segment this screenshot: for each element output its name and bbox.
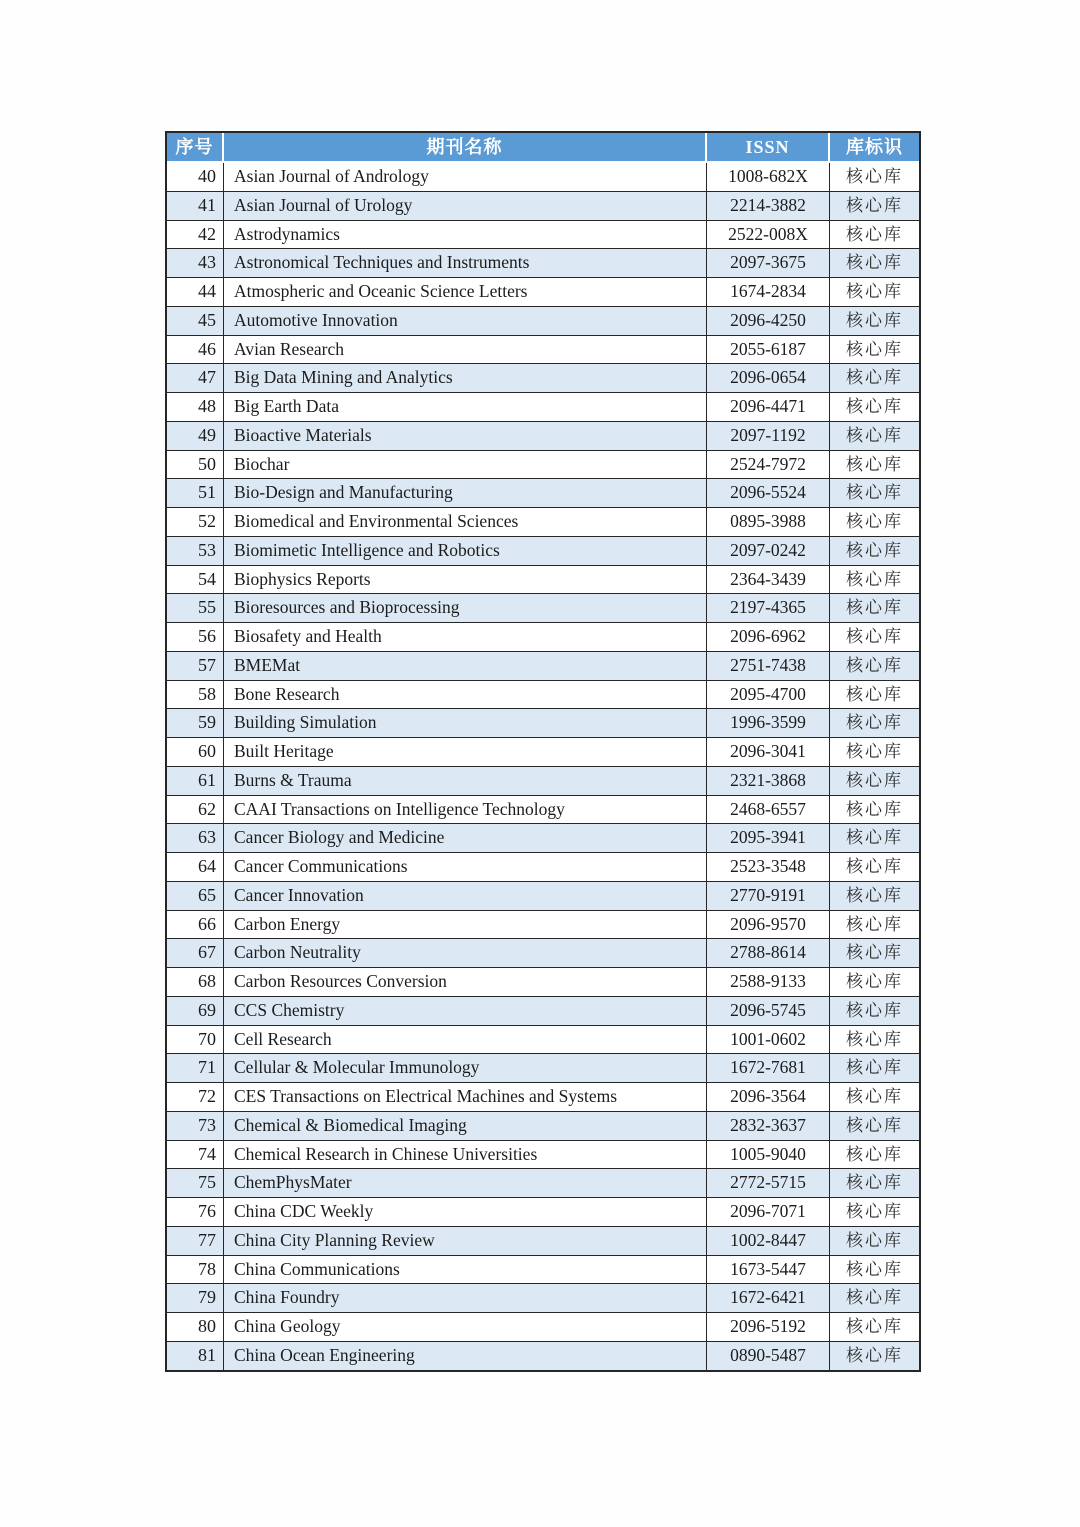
journal-name: China Foundry xyxy=(224,1284,707,1313)
row-number: 63 xyxy=(167,824,224,853)
library-tag: 核心库 xyxy=(830,1256,919,1285)
row-number: 49 xyxy=(167,422,224,451)
row-number: 47 xyxy=(167,364,224,393)
journal-name: Cancer Biology and Medicine xyxy=(224,824,707,853)
issn-value: 2096-0654 xyxy=(707,364,830,393)
issn-value: 2095-4700 xyxy=(707,681,830,710)
table-row xyxy=(167,221,919,250)
issn-value: 2096-5192 xyxy=(707,1313,830,1342)
journal-name: Biomimetic Intelligence and Robotics xyxy=(224,537,707,566)
issn-value: 2588-9133 xyxy=(707,968,830,997)
table-row xyxy=(167,853,919,882)
library-tag: 核心库 xyxy=(830,1342,919,1370)
journal-name: Cell Research xyxy=(224,1026,707,1055)
row-number: 40 xyxy=(167,163,224,192)
row-number: 59 xyxy=(167,709,224,738)
library-tag: 核心库 xyxy=(830,364,919,393)
row-number: 71 xyxy=(167,1054,224,1083)
library-tag: 核心库 xyxy=(830,1083,919,1112)
library-tag: 核心库 xyxy=(830,1284,919,1313)
table-row xyxy=(167,1083,919,1112)
row-number: 44 xyxy=(167,278,224,307)
journal-name: Bio-Design and Manufacturing xyxy=(224,479,707,508)
table-row xyxy=(167,767,919,796)
row-number: 55 xyxy=(167,594,224,623)
row-number: 73 xyxy=(167,1112,224,1141)
journal-name: Chemical & Biomedical Imaging xyxy=(224,1112,707,1141)
table-row xyxy=(167,422,919,451)
table-row xyxy=(167,537,919,566)
row-number: 67 xyxy=(167,939,224,968)
table-row xyxy=(167,1284,919,1313)
library-tag: 核心库 xyxy=(830,709,919,738)
row-number: 51 xyxy=(167,479,224,508)
issn-value: 1001-0602 xyxy=(707,1026,830,1055)
library-tag: 核心库 xyxy=(830,767,919,796)
issn-value: 1673-5447 xyxy=(707,1256,830,1285)
journal-name: Automotive Innovation xyxy=(224,307,707,336)
journal-name: CAAI Transactions on Intelligence Technology xyxy=(224,796,707,825)
issn-value: 2772-5715 xyxy=(707,1169,830,1198)
row-number: 78 xyxy=(167,1256,224,1285)
library-tag: 核心库 xyxy=(830,221,919,250)
journal-name: Bioresources and Bioprocessing xyxy=(224,594,707,623)
library-tag: 核心库 xyxy=(830,594,919,623)
library-tag: 核心库 xyxy=(830,1169,919,1198)
issn-value: 2096-5745 xyxy=(707,997,830,1026)
issn-value: 2096-4471 xyxy=(707,393,830,422)
table-row xyxy=(167,968,919,997)
table-row xyxy=(167,566,919,595)
table-row xyxy=(167,1227,919,1256)
journal-name: Burns & Trauma xyxy=(224,767,707,796)
issn-value: 2096-4250 xyxy=(707,307,830,336)
table-row xyxy=(167,997,919,1026)
journal-name: CCS Chemistry xyxy=(224,997,707,1026)
journal-name: Building Simulation xyxy=(224,709,707,738)
library-tag: 核心库 xyxy=(830,968,919,997)
library-tag: 核心库 xyxy=(830,997,919,1026)
issn-value: 2197-4365 xyxy=(707,594,830,623)
row-number: 45 xyxy=(167,307,224,336)
journal-name: Biophysics Reports xyxy=(224,566,707,595)
journal-name: Carbon Energy xyxy=(224,911,707,940)
row-number: 58 xyxy=(167,681,224,710)
library-tag: 核心库 xyxy=(830,1054,919,1083)
row-number: 68 xyxy=(167,968,224,997)
row-number: 81 xyxy=(167,1342,224,1370)
header-journal-name: 期刊名称 xyxy=(224,133,707,163)
library-tag: 核心库 xyxy=(830,336,919,365)
table-row xyxy=(167,1112,919,1141)
journal-name: Avian Research xyxy=(224,336,707,365)
library-tag: 核心库 xyxy=(830,393,919,422)
library-tag: 核心库 xyxy=(830,566,919,595)
table-row xyxy=(167,1342,919,1370)
issn-value: 2522-008X xyxy=(707,221,830,250)
table-row xyxy=(167,1256,919,1285)
journal-name: Biosafety and Health xyxy=(224,623,707,652)
journal-name: Asian Journal of Andrology xyxy=(224,163,707,192)
library-tag: 核心库 xyxy=(830,623,919,652)
library-tag: 核心库 xyxy=(830,1026,919,1055)
row-number: 64 xyxy=(167,853,224,882)
issn-value: 2788-8614 xyxy=(707,939,830,968)
library-tag: 核心库 xyxy=(830,911,919,940)
row-number: 80 xyxy=(167,1313,224,1342)
journal-name: CES Transactions on Electrical Machines and Systems xyxy=(224,1083,707,1112)
row-number: 56 xyxy=(167,623,224,652)
issn-value: 1672-6421 xyxy=(707,1284,830,1313)
library-tag: 核心库 xyxy=(830,192,919,221)
library-tag: 核心库 xyxy=(830,451,919,480)
row-number: 43 xyxy=(167,249,224,278)
row-number: 65 xyxy=(167,882,224,911)
table-row xyxy=(167,249,919,278)
row-number: 57 xyxy=(167,652,224,681)
journal-name: ChemPhysMater xyxy=(224,1169,707,1198)
journal-name: Biochar xyxy=(224,451,707,480)
journal-name: Asian Journal of Urology xyxy=(224,192,707,221)
table-row xyxy=(167,1169,919,1198)
issn-value: 2523-3548 xyxy=(707,853,830,882)
issn-value: 2214-3882 xyxy=(707,192,830,221)
journal-name: China Communications xyxy=(224,1256,707,1285)
journal-name: Cancer Innovation xyxy=(224,882,707,911)
table-row xyxy=(167,681,919,710)
table-row xyxy=(167,278,919,307)
journal-name: Astrodynamics xyxy=(224,221,707,250)
library-tag: 核心库 xyxy=(830,1313,919,1342)
row-number: 48 xyxy=(167,393,224,422)
issn-value: 2097-1192 xyxy=(707,422,830,451)
journal-name: Carbon Resources Conversion xyxy=(224,968,707,997)
row-number: 69 xyxy=(167,997,224,1026)
issn-value: 1002-8447 xyxy=(707,1227,830,1256)
journal-name: China Geology xyxy=(224,1313,707,1342)
row-number: 61 xyxy=(167,767,224,796)
table-row xyxy=(167,1198,919,1227)
issn-value: 0890-5487 xyxy=(707,1342,830,1370)
issn-value: 0895-3988 xyxy=(707,508,830,537)
library-tag: 核心库 xyxy=(830,537,919,566)
issn-value: 2055-6187 xyxy=(707,336,830,365)
row-number: 53 xyxy=(167,537,224,566)
library-tag: 核心库 xyxy=(830,796,919,825)
library-tag: 核心库 xyxy=(830,681,919,710)
issn-value: 2096-6962 xyxy=(707,623,830,652)
journal-name: Built Heritage xyxy=(224,738,707,767)
journal-name: Big Earth Data xyxy=(224,393,707,422)
library-tag: 核心库 xyxy=(830,1227,919,1256)
issn-value: 1008-682X xyxy=(707,163,830,192)
table-header xyxy=(167,133,919,163)
table-row xyxy=(167,307,919,336)
table-row xyxy=(167,1313,919,1342)
journal-name: Chemical Research in Chinese Universities xyxy=(224,1141,707,1170)
table-row xyxy=(167,451,919,480)
journal-name: China CDC Weekly xyxy=(224,1198,707,1227)
issn-value: 2468-6557 xyxy=(707,796,830,825)
journal-name: China City Planning Review xyxy=(224,1227,707,1256)
table-row xyxy=(167,796,919,825)
library-tag: 核心库 xyxy=(830,1198,919,1227)
table-row xyxy=(167,508,919,537)
table-row xyxy=(167,623,919,652)
library-tag: 核心库 xyxy=(830,278,919,307)
row-number: 52 xyxy=(167,508,224,537)
table-row xyxy=(167,709,919,738)
issn-value: 2097-0242 xyxy=(707,537,830,566)
row-number: 50 xyxy=(167,451,224,480)
issn-value: 2321-3868 xyxy=(707,767,830,796)
library-tag: 核心库 xyxy=(830,738,919,767)
table-row xyxy=(167,738,919,767)
library-tag: 核心库 xyxy=(830,249,919,278)
issn-value: 1996-3599 xyxy=(707,709,830,738)
journal-name: Cellular & Molecular Immunology xyxy=(224,1054,707,1083)
row-number: 79 xyxy=(167,1284,224,1313)
table-row xyxy=(167,1026,919,1055)
row-number: 66 xyxy=(167,911,224,940)
row-number: 70 xyxy=(167,1026,224,1055)
row-number: 62 xyxy=(167,796,224,825)
issn-value: 2832-3637 xyxy=(707,1112,830,1141)
journal-name: Atmospheric and Oceanic Science Letters xyxy=(224,278,707,307)
issn-value: 2096-7071 xyxy=(707,1198,830,1227)
table-row xyxy=(167,479,919,508)
journal-name: BMEMat xyxy=(224,652,707,681)
table-row xyxy=(167,1141,919,1170)
issn-value: 2770-9191 xyxy=(707,882,830,911)
row-number: 54 xyxy=(167,566,224,595)
library-tag: 核心库 xyxy=(830,1112,919,1141)
issn-value: 1005-9040 xyxy=(707,1141,830,1170)
row-number: 76 xyxy=(167,1198,224,1227)
row-number: 42 xyxy=(167,221,224,250)
library-tag: 核心库 xyxy=(830,307,919,336)
issn-value: 2364-3439 xyxy=(707,566,830,595)
row-number: 77 xyxy=(167,1227,224,1256)
table-row xyxy=(167,882,919,911)
issn-value: 2096-3041 xyxy=(707,738,830,767)
row-number: 46 xyxy=(167,336,224,365)
journal-table-container xyxy=(165,131,921,1372)
table-row xyxy=(167,364,919,393)
header-num: 序号 xyxy=(167,133,224,163)
library-tag: 核心库 xyxy=(830,853,919,882)
header-issn: ISSN xyxy=(707,133,830,163)
issn-value: 2096-9570 xyxy=(707,911,830,940)
library-tag: 核心库 xyxy=(830,422,919,451)
row-number: 60 xyxy=(167,738,224,767)
journal-name: Cancer Communications xyxy=(224,853,707,882)
journal-name: China Ocean Engineering xyxy=(224,1342,707,1370)
issn-value: 1672-7681 xyxy=(707,1054,830,1083)
table-row xyxy=(167,594,919,623)
header-row xyxy=(167,133,919,163)
table-row xyxy=(167,336,919,365)
library-tag: 核心库 xyxy=(830,824,919,853)
issn-value: 2097-3675 xyxy=(707,249,830,278)
library-tag: 核心库 xyxy=(830,652,919,681)
issn-value: 2095-3941 xyxy=(707,824,830,853)
header-library-tag: 库标识 xyxy=(830,133,919,163)
issn-value: 2751-7438 xyxy=(707,652,830,681)
journal-name: Bioactive Materials xyxy=(224,422,707,451)
row-number: 41 xyxy=(167,192,224,221)
table-row xyxy=(167,911,919,940)
library-tag: 核心库 xyxy=(830,479,919,508)
library-tag: 核心库 xyxy=(830,508,919,537)
table-row xyxy=(167,163,919,192)
journal-name: Big Data Mining and Analytics xyxy=(224,364,707,393)
journal-table-body xyxy=(167,163,919,1370)
table-row xyxy=(167,824,919,853)
issn-value: 2096-3564 xyxy=(707,1083,830,1112)
table-row xyxy=(167,393,919,422)
journal-name: Biomedical and Environmental Sciences xyxy=(224,508,707,537)
table-row xyxy=(167,652,919,681)
row-number: 74 xyxy=(167,1141,224,1170)
table-row xyxy=(167,939,919,968)
library-tag: 核心库 xyxy=(830,163,919,192)
issn-value: 2096-5524 xyxy=(707,479,830,508)
journal-name: Carbon Neutrality xyxy=(224,939,707,968)
row-number: 75 xyxy=(167,1169,224,1198)
table-row xyxy=(167,1054,919,1083)
journal-name: Bone Research xyxy=(224,681,707,710)
library-tag: 核心库 xyxy=(830,939,919,968)
issn-value: 2524-7972 xyxy=(707,451,830,480)
library-tag: 核心库 xyxy=(830,1141,919,1170)
journal-name: Astronomical Techniques and Instruments xyxy=(224,249,707,278)
row-number: 72 xyxy=(167,1083,224,1112)
table-row xyxy=(167,192,919,221)
issn-value: 1674-2834 xyxy=(707,278,830,307)
library-tag: 核心库 xyxy=(830,882,919,911)
journal-table xyxy=(165,131,921,1372)
